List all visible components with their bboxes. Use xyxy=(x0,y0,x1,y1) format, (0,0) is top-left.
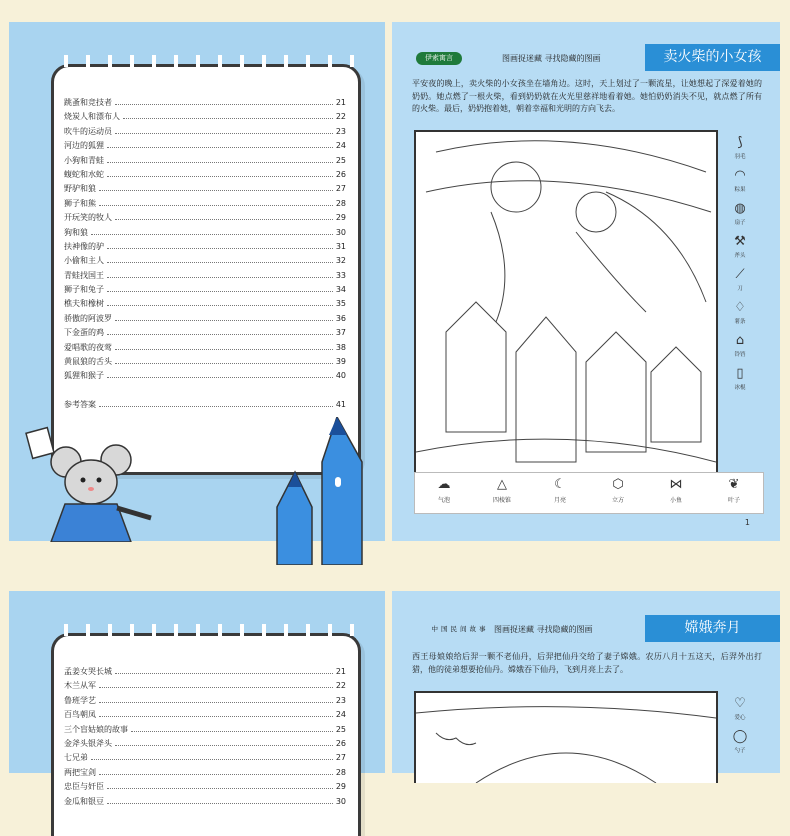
toc-entry-page: 34 xyxy=(335,285,346,295)
toc-entry[interactable] xyxy=(64,126,346,140)
toc-entry-page: 40 xyxy=(335,371,346,381)
toc-entry-title: 金瓜和银豆 xyxy=(64,796,104,806)
toc-entry-page: 38 xyxy=(335,342,346,352)
story-page-2 xyxy=(392,591,780,773)
toc-leader-dots xyxy=(131,731,333,732)
toc-entry-title: 跳蚤和竞技者 xyxy=(64,98,112,107)
toc-leader-dots xyxy=(115,104,333,105)
toc-entry-page: 36 xyxy=(335,313,346,323)
find-item xyxy=(718,299,762,332)
knife-icon: ⟋ xyxy=(735,267,745,282)
toc-page-2 xyxy=(9,591,385,806)
toc-entry[interactable] xyxy=(64,356,346,370)
toc-entry[interactable] xyxy=(64,212,346,226)
find-item-label: 叶子 xyxy=(727,497,740,504)
toc-leader-dots xyxy=(107,176,333,177)
toc-leader-dots xyxy=(99,190,333,191)
page-subtitle: 图画捉迷藏 寻找隐藏的图画 xyxy=(502,54,601,63)
toc-entry-page: 23 xyxy=(335,126,346,136)
toc-entry[interactable] xyxy=(64,342,346,356)
find-item xyxy=(718,728,762,761)
find-item-label: 羽毛 xyxy=(734,154,746,160)
toc-entry-page: 22 xyxy=(335,112,346,122)
toc-leader-dots xyxy=(91,234,333,235)
toc-entry[interactable] xyxy=(64,666,346,680)
find-item-label: 爱心 xyxy=(734,715,746,721)
find-item-label: 勺子 xyxy=(734,748,746,754)
toc-entry-title: 鲁班学艺 xyxy=(64,695,96,705)
toc-page xyxy=(9,22,385,541)
toc-entry[interactable] xyxy=(64,752,346,766)
find-item xyxy=(718,266,762,299)
toc-entry-page: 41 xyxy=(335,399,346,409)
heart-icon: ♡ xyxy=(734,696,746,711)
toc-entry-page: 21 xyxy=(335,667,346,676)
find-item xyxy=(718,695,762,728)
toc-leader-dots xyxy=(99,774,333,775)
find-item xyxy=(647,473,705,513)
toc-entry[interactable] xyxy=(64,155,346,169)
toc-leader-dots xyxy=(107,305,333,306)
toc-entry-page: 24 xyxy=(335,141,346,151)
find-item xyxy=(705,473,763,513)
toc-leader-dots xyxy=(115,673,333,674)
toc-entry[interactable] xyxy=(64,140,346,154)
moon-icon: ☾ xyxy=(554,477,566,492)
toc-entry-page: 30 xyxy=(335,227,346,237)
toc-list-2 xyxy=(64,666,346,810)
find-items-column xyxy=(718,134,762,398)
toc-entry[interactable] xyxy=(64,183,346,197)
find-items-column-2 xyxy=(718,695,762,761)
bowl-icon: ◠ xyxy=(734,168,746,183)
toc-leader-dots xyxy=(107,262,333,263)
toc-entry-title: 七兄弟 xyxy=(64,753,88,763)
find-item-label: 月亮 xyxy=(553,497,566,504)
toc-entry-title: 青蛙找国王 xyxy=(64,270,104,280)
fish-icon: ⋈ xyxy=(669,477,683,492)
page-subtitle-2: 图画捉迷藏 寻找隐藏的图画 xyxy=(494,625,593,634)
toc-entry-page: 27 xyxy=(335,753,346,763)
toc-leader-dots xyxy=(115,745,333,746)
toc-entry-title: 百鸟朝凤 xyxy=(64,710,96,720)
toc-entry-page: 31 xyxy=(335,241,346,251)
toc-entry-page: 26 xyxy=(335,738,346,748)
toc-entry[interactable] xyxy=(64,781,346,795)
toc-leader-dots xyxy=(115,320,333,321)
pencils-illustration xyxy=(267,417,387,565)
toc-card-2 xyxy=(51,633,361,836)
toc-entry[interactable] xyxy=(64,695,346,709)
find-item-label: 立方 xyxy=(611,497,624,504)
toc-entry-page: 39 xyxy=(335,357,346,367)
find-item-label: 薯条 xyxy=(734,319,746,325)
toc-entry-title: 吹牛的运动员 xyxy=(64,126,112,136)
book-spread-2 xyxy=(0,585,790,806)
toc-entry-page: 30 xyxy=(335,796,346,806)
toc-entry[interactable] xyxy=(64,270,346,284)
toc-leader-dots xyxy=(99,406,333,407)
cloud-icon: ☁ xyxy=(437,477,451,492)
toc-leader-dots xyxy=(99,205,333,206)
toc-leader-dots xyxy=(99,716,333,717)
toc-card xyxy=(51,64,361,475)
toc-entry-page: 33 xyxy=(335,270,346,280)
hidden-picture-illustration-2 xyxy=(414,691,718,783)
toc-leader-dots xyxy=(115,219,333,220)
toc-list xyxy=(64,97,346,413)
toc-leader-dots xyxy=(107,803,333,804)
toc-entry[interactable] xyxy=(64,796,346,810)
toc-entry-page: 25 xyxy=(335,155,346,165)
toc-leader-dots xyxy=(115,349,333,350)
toc-entry[interactable] xyxy=(64,724,346,738)
story-title: 卖火柴的小女孩 xyxy=(645,44,780,71)
hidden-picture-illustration xyxy=(414,130,718,474)
toc-entry[interactable] xyxy=(64,111,346,125)
toc-entry[interactable] xyxy=(64,241,346,255)
toc-entry-page: 23 xyxy=(335,695,346,705)
story-page xyxy=(392,22,780,541)
toc-entry-title: 忠臣与奸臣 xyxy=(64,782,104,792)
toc-entry-title: 河边的狐狸 xyxy=(64,141,104,151)
toc-entry[interactable] xyxy=(64,255,346,269)
toc-entry-title: 蝮蛇和水蛇 xyxy=(64,169,104,179)
toc-entry[interactable] xyxy=(64,370,346,384)
toc-entry-page: 22 xyxy=(335,681,346,691)
toc-entry[interactable] xyxy=(64,767,346,781)
find-items-row xyxy=(414,472,764,514)
find-item-label: 粽果 xyxy=(734,187,746,193)
toc-entry-title: 狮子和熊 xyxy=(64,198,96,208)
toc-entry[interactable] xyxy=(64,738,346,752)
toc-entry-title: 樵夫和橡树 xyxy=(64,299,104,309)
find-item-label: 四棱锥 xyxy=(492,497,511,504)
find-item-label: 小鱼 xyxy=(669,497,682,504)
story-header-2 xyxy=(392,615,780,643)
find-item xyxy=(718,134,762,167)
toc-entry-page: 24 xyxy=(335,710,346,720)
toc-entry-title: 金斧头银斧头 xyxy=(64,738,112,748)
toc-entry-page: 28 xyxy=(335,198,346,208)
find-item-label: 铃铛 xyxy=(734,352,746,358)
toc-entry[interactable] xyxy=(64,97,346,111)
toc-entry-title: 两把宝剑 xyxy=(64,767,96,777)
toc-entry[interactable] xyxy=(64,313,346,327)
series-badge: 伊索寓言 xyxy=(416,52,462,65)
find-item xyxy=(718,365,762,398)
find-item-label: 扇子 xyxy=(734,220,746,226)
toc-entry-title: 三个盲姑娘的故事 xyxy=(64,724,128,734)
toc-leader-dots xyxy=(107,277,333,278)
find-item xyxy=(415,473,473,513)
fan-icon: ◍ xyxy=(734,201,746,216)
find-item xyxy=(531,473,589,513)
toc-leader-dots xyxy=(107,334,333,335)
toc-entry-title: 野驴和狼 xyxy=(64,184,96,194)
feather-icon: ⟆ xyxy=(737,135,743,150)
find-item xyxy=(718,233,762,266)
toc-leader-dots xyxy=(107,162,333,163)
bell-icon: ⌂ xyxy=(735,333,745,348)
toc-entry-title: 烧炭人和漂布人 xyxy=(64,112,120,122)
find-item-label: 气泡 xyxy=(437,497,450,504)
toc-leader-dots xyxy=(107,377,333,378)
toc-entry-answers[interactable] xyxy=(64,399,346,413)
toc-entry[interactable] xyxy=(64,284,346,298)
toc-entry-title: 孟姜女哭长城 xyxy=(64,667,112,676)
toc-entry[interactable] xyxy=(64,169,346,183)
toc-entry-title: 狐狸和猴子 xyxy=(64,371,104,381)
cube-icon: ⬡ xyxy=(612,477,624,492)
find-item xyxy=(473,473,531,513)
toc-entry-title: 开玩笑的牧人 xyxy=(64,213,112,223)
toc-entry[interactable] xyxy=(64,227,346,241)
find-item-label: 斧头 xyxy=(734,253,746,259)
story-title-2: 嫦娥奔月 xyxy=(645,615,780,642)
spoon-icon: ◯ xyxy=(732,729,748,744)
toc-entry-title: 下金蛋的鸡 xyxy=(64,328,104,338)
toc-entry[interactable] xyxy=(64,298,346,312)
toc-entry-title: 爱唱歌的夜莺 xyxy=(64,342,112,352)
find-item-label: 冰棍 xyxy=(734,385,746,391)
toc-entry-title: 狮子和兔子 xyxy=(64,285,104,295)
toc-entry-title: 黄鼠狼的舌头 xyxy=(64,357,112,367)
find-item xyxy=(718,332,762,365)
toc-entry[interactable] xyxy=(64,680,346,694)
mouse-illustration xyxy=(21,422,161,542)
toc-leader-dots xyxy=(115,133,333,134)
toc-leader-dots xyxy=(99,687,333,688)
story-header xyxy=(392,44,780,72)
toc-entry[interactable] xyxy=(64,709,346,723)
toc-leader-dots xyxy=(115,363,333,364)
find-item xyxy=(718,200,762,233)
toc-entry-page: 29 xyxy=(335,213,346,223)
toc-entry-title: 骄傲的阿波罗 xyxy=(64,313,112,323)
toc-entry-title: 扶神像的驴 xyxy=(64,241,104,251)
popsicle-icon: ▯ xyxy=(736,366,744,381)
toc-leader-dots xyxy=(107,248,333,249)
toc-entry-page: 26 xyxy=(335,169,346,179)
axe-icon: ⚒ xyxy=(734,234,746,249)
toc-entry-title: 木兰从军 xyxy=(64,681,96,691)
toc-entry-page: 37 xyxy=(335,328,346,338)
toc-entry-page: 32 xyxy=(335,256,346,266)
page-number: 1 xyxy=(744,518,750,527)
toc-entry-page: 21 xyxy=(335,98,346,107)
toc-entry-page: 25 xyxy=(335,724,346,734)
toc-entry-page: 29 xyxy=(335,782,346,792)
story-text: 平安夜的晚上，卖火柴的小女孩坐在墙角边。这时，天上划过了一颗流星，让她想起了深爱着她的奶奶。她点燃了一根火柴，看到奶奶就在火光里慈祥地看着她。她怕奶奶消失不见，就点燃了所有的火柴。最后，奶奶抱着她，朝着幸福和光明的方向飞去。 xyxy=(412,79,762,113)
toc-leader-dots xyxy=(99,702,333,703)
find-item xyxy=(589,473,647,513)
toc-entry-page: 28 xyxy=(335,767,346,777)
toc-entry-page: 27 xyxy=(335,184,346,194)
toc-leader-dots xyxy=(107,291,333,292)
toc-entry[interactable] xyxy=(64,198,346,212)
find-item xyxy=(718,167,762,200)
toc-entry[interactable] xyxy=(64,327,346,341)
toc-entry-title: 参考答案 xyxy=(64,399,96,409)
series-badge-2: 中国民间故事 xyxy=(431,625,489,633)
story-text-2: 西王母娘娘给后羿一颗不老仙丹，后羿把仙丹交给了妻子嫦娥。农历八月十五这天，后羿外出打猎，他的徒弟想要抢仙丹。嫦娥吞下仙丹，飞到月亮上去了。 xyxy=(412,652,762,674)
leaf-icon: ❦ xyxy=(728,477,740,492)
toc-leader-dots xyxy=(123,118,333,119)
toc-leader-dots xyxy=(107,147,333,148)
pyramid-icon: △ xyxy=(497,477,507,492)
find-item-label: 刀 xyxy=(737,286,743,292)
toc-entry-title: 狗和狼 xyxy=(64,227,88,237)
toc-entry-title: 小狗和青蛙 xyxy=(64,155,104,165)
toc-entry-page: 35 xyxy=(335,299,346,309)
toc-leader-dots xyxy=(91,759,333,760)
toc-entry-title: 小偷和主人 xyxy=(64,256,104,266)
sweet-potato-icon: ♢ xyxy=(734,300,746,315)
